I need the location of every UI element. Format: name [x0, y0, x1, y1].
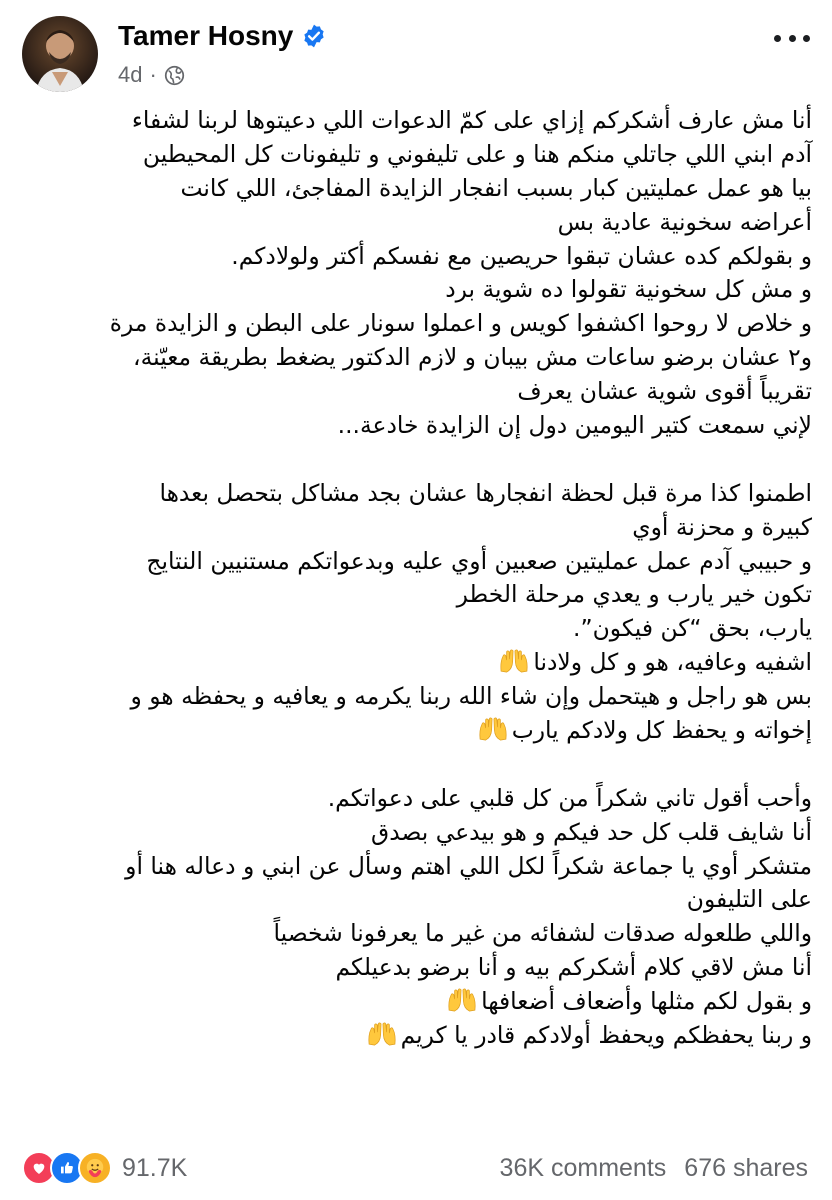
post-text-line: وأحب أقول تاني شكراً من كل قلبي على دعواتكم.	[327, 783, 812, 812]
post-footer	[22, 1148, 808, 1188]
author-name[interactable]	[118, 20, 327, 52]
post-text-line: لإني سمعت كتير اليومين دول إن الزايدة خادعة...	[337, 411, 812, 440]
care-reaction-icon	[78, 1151, 112, 1185]
post-text-line: كبيرة و محزنة أوي	[632, 512, 812, 541]
post-text-line: متشكر أوي يا جماعة شكراً لكل اللي اهتم وسأل عن ابني و دعاله هنا أو	[125, 851, 812, 880]
post-text-line: يارب، بحق “كن فيكون”.	[573, 614, 812, 643]
post-text-line: بس هو راجل و هيتحمل وإن شاء الله ربنا يكرمه و يعافيه و يحفظه هو و	[130, 682, 812, 711]
reaction-count[interactable]: 91.7K	[122, 1153, 188, 1182]
verified-badge-icon	[301, 23, 327, 49]
post-text-line: أعراضه سخونية عادية بس	[557, 207, 812, 236]
globe-icon	[164, 65, 185, 86]
post-text-line: و مش كل سخونية تقولوا ده شوية برد	[445, 275, 812, 304]
reactions-summary[interactable]	[22, 1151, 187, 1185]
post-text-line: و خلاص لا روحوا اكشفوا كويس و اعملوا سونار على البطن و الزايدة مرة	[109, 309, 812, 338]
post-text-line: و بقول لكم مثلها وأضعاف أضعافها	[18, 985, 812, 1019]
post-meta	[118, 62, 185, 88]
comments-count[interactable]: 36K comments	[499, 1153, 667, 1182]
more-options-icon[interactable]	[774, 28, 810, 48]
post-text-line: تكون خير يارب و يعدي مرحلة الخطر	[456, 580, 812, 609]
raising-hands-emoji-icon	[447, 988, 477, 1012]
shares-count[interactable]: 676 shares	[684, 1153, 808, 1182]
post-text-line: واللي طلعوله صدقات لشفائه من غير ما يعرفونا شخصياً	[273, 919, 812, 948]
post-text-line: تقريباً أقوى شوية عشان يعرف	[517, 377, 812, 406]
post-text-line: اطمنوا كذا مرة قبل لحظة انفجارها عشان بجد مشاكل بتحصل بعدها	[159, 478, 812, 507]
post-text-line: على التليفون	[686, 885, 812, 914]
post-text-line: آدم ابني اللي جاتلي منكم هنا و على تليفوني و تليفونات كل المحيطين	[142, 139, 812, 168]
post-text-line: أنا شايف قلب كل حد فيكم و هو بيدعي بصدق	[371, 817, 812, 846]
post-header	[22, 16, 810, 96]
raising-hands-emoji-icon	[478, 717, 508, 741]
post-text-line: بيا هو عمل عمليتين كبار بسبب انفجار الزايدة المفاجئ، اللي كانت	[180, 173, 812, 202]
post-text-line: أنا مش لاقي كلام أشكركم بيه و أنا برضو بدعيلكم	[335, 953, 812, 982]
post-text-line: أنا مش عارف أشكركم إزاي على كمّ الدعوات اللي دعيتوها لربنا لشفاء	[131, 106, 812, 134]
post-text-line: و ربنا يحفظكم ويحفظ أولادكم قادر يا كريم	[18, 1019, 812, 1053]
raising-hands-emoji-icon	[367, 1022, 397, 1046]
meta-separator: ·	[149, 62, 157, 87]
post-text-line: و بقولكم كده عشان تبقوا حريصين مع نفسكم أكتر ولولادكم.	[231, 241, 812, 270]
avatar[interactable]	[22, 16, 98, 92]
blank-line	[18, 748, 812, 782]
post-text-line: و٢ عشان برضو ساعات مش بيبان و لازم الدكتور يضغط بطريقة معيّنة،	[133, 343, 812, 372]
blank-line	[18, 443, 812, 477]
author-name-text[interactable]: Tamer Hosny	[118, 20, 294, 51]
post-text-line: اشفيه وعافيه، هو و كل ولادنا	[18, 646, 812, 680]
post-text-line: و حبيبي آدم عمل عمليتين صعبين أوي عليه وبدعواتكم مستنيين النتايج	[146, 546, 812, 575]
post-text-line: إخواته و يحفظ كل ولادكم يارب	[18, 714, 812, 748]
post-text	[18, 104, 812, 1053]
post-time[interactable]: 4d	[118, 62, 143, 87]
raising-hands-emoji-icon	[499, 649, 529, 673]
